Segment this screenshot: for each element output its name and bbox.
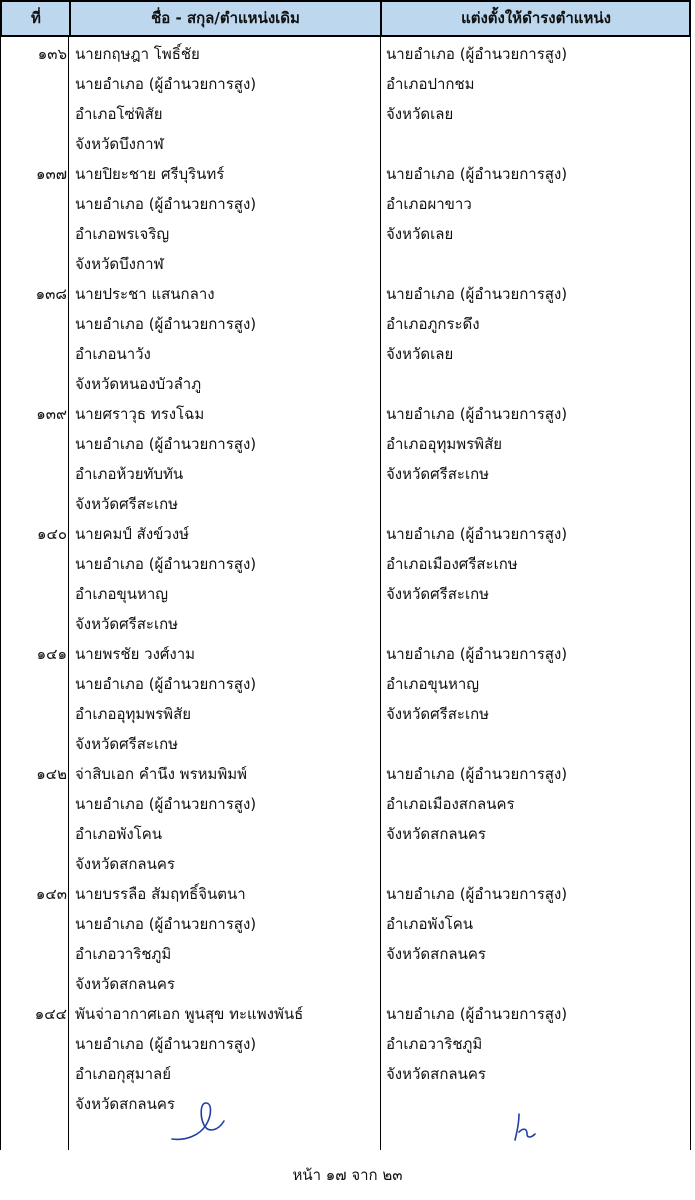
row-number: ๑๓๖ xyxy=(37,45,67,63)
previous-position-line: จังหวัดศรีสะเกษ xyxy=(75,615,179,633)
row-number: ๑๓๘ xyxy=(35,285,67,303)
previous-position-cell xyxy=(75,759,375,879)
new-position-line: อำเภอภูกระดึง xyxy=(386,315,480,333)
new-position-line xyxy=(386,489,686,519)
new-position-line: จังหวัดศรีสะเกษ xyxy=(386,465,490,483)
new-position-line: จังหวัดสกลนคร xyxy=(386,1065,486,1083)
table-body xyxy=(0,37,691,1150)
person-name: พันจ่าอากาศเอก พูนสุข ทะแพงพันธ์ xyxy=(75,1005,304,1023)
new-position-cell xyxy=(386,999,686,1119)
row-number: ๑๓๗ xyxy=(35,165,67,183)
person-name: นายประชา แสนกลาง xyxy=(75,285,215,303)
new-position-line: นายอำเภอ (ผู้อำนวยการสูง) xyxy=(386,885,568,903)
previous-position-line: จังหวัดบึงกาฬ xyxy=(75,135,164,153)
table-header xyxy=(0,0,691,37)
previous-position-line: จังหวัดหนองบัวลำภู xyxy=(75,375,202,393)
table-row xyxy=(1,519,692,639)
table-row xyxy=(1,39,692,159)
person-name: นายพรชัย วงศ์งาม xyxy=(75,645,196,663)
previous-position-line: นายอำเภอ (ผู้อำนวยการสูง) xyxy=(75,1035,257,1053)
previous-position-cell xyxy=(75,279,375,399)
header-previous-position: ชื่อ - สกุล/ตำแหน่งเดิม xyxy=(151,9,300,27)
new-position-cell xyxy=(386,639,686,759)
new-position-line xyxy=(386,849,686,879)
table-row xyxy=(1,999,692,1119)
row-number: ๑๔๑ xyxy=(36,645,67,663)
table-row xyxy=(1,759,692,879)
new-position-line xyxy=(386,729,686,759)
previous-position-line: อำเภอโซ่พิสัย xyxy=(75,105,163,123)
page-number: หน้า ๑๗ จาก ๒๓ xyxy=(292,1166,403,1184)
new-position-line: จังหวัดสกลนคร xyxy=(386,945,486,963)
new-position-line: จังหวัดศรีสะเกษ xyxy=(386,585,490,603)
person-name: นายคมป์ สังข์วงษ์ xyxy=(75,525,190,543)
previous-position-cell xyxy=(75,399,375,519)
new-position-line: นายอำเภอ (ผู้อำนวยการสูง) xyxy=(386,165,568,183)
new-position-line: จังหวัดเลย xyxy=(386,225,454,243)
previous-position-cell xyxy=(75,879,375,999)
table-row xyxy=(1,639,692,759)
previous-position-line: อำเภอขุนหาญ xyxy=(75,585,169,603)
previous-position-line: นายอำเภอ (ผู้อำนวยการสูง) xyxy=(75,75,257,93)
new-position-line: นายอำเภอ (ผู้อำนวยการสูง) xyxy=(386,765,568,783)
previous-position-line: อำเภอพังโคน xyxy=(75,825,163,843)
previous-position-line: จังหวัดศรีสะเกษ xyxy=(75,735,179,753)
row-number: ๑๓๙ xyxy=(36,405,67,423)
previous-position-line: จังหวัดสกลนคร xyxy=(75,975,175,993)
previous-position-line: นายอำเภอ (ผู้อำนวยการสูง) xyxy=(75,555,257,573)
person-name: จ่าสิบเอก คำนึง พรหมพิมพ์ xyxy=(75,765,248,783)
header-divider xyxy=(69,2,71,35)
new-position-line: นายอำเภอ (ผู้อำนวยการสูง) xyxy=(386,1005,568,1023)
header-divider xyxy=(380,2,382,35)
new-position-cell xyxy=(386,759,686,879)
row-number: ๑๔๒ xyxy=(36,765,67,783)
new-position-line: นายอำเภอ (ผู้อำนวยการสูง) xyxy=(386,45,568,63)
person-name: นายศราวุธ ทรงโฉม xyxy=(75,405,205,423)
new-position-line: จังหวัดสกลนคร xyxy=(386,825,486,843)
header-number: ที่ xyxy=(31,9,41,27)
signature-left xyxy=(160,1095,230,1145)
previous-position-cell xyxy=(75,639,375,759)
table-row xyxy=(1,879,692,999)
previous-position-line: นายอำเภอ (ผู้อำนวยการสูง) xyxy=(75,915,257,933)
previous-position-line: นายอำเภอ (ผู้อำนวยการสูง) xyxy=(75,675,257,693)
new-position-line: จังหวัดศรีสะเกษ xyxy=(386,705,490,723)
previous-position-line: นายอำเภอ (ผู้อำนวยการสูง) xyxy=(75,315,257,333)
new-position-line: อำเภอผาขาว xyxy=(386,195,472,213)
previous-position-line: อำเภอนาวัง xyxy=(75,345,151,363)
new-position-line xyxy=(386,369,686,399)
new-position-line: อำเภอเมืองสกลนคร xyxy=(386,795,515,813)
previous-position-line: อำเภอห้วยทับทัน xyxy=(75,465,184,483)
previous-position-line: นายอำเภอ (ผู้อำนวยการสูง) xyxy=(75,195,257,213)
new-position-line: อำเภอปากชม xyxy=(386,75,475,93)
previous-position-cell xyxy=(75,39,375,159)
previous-position-line: จังหวัดสกลนคร xyxy=(75,1095,175,1113)
row-number: ๑๔๐ xyxy=(36,525,67,543)
previous-position-line: จังหวัดศรีสะเกษ xyxy=(75,495,179,513)
new-position-cell xyxy=(386,879,686,999)
previous-position-line: อำเภออุทุมพรพิสัย xyxy=(75,705,192,723)
previous-position-cell xyxy=(75,159,375,279)
previous-position-line: นายอำเภอ (ผู้อำนวยการสูง) xyxy=(75,435,257,453)
new-position-line xyxy=(386,969,686,999)
new-position-line: นายอำเภอ (ผู้อำนวยการสูง) xyxy=(386,285,568,303)
new-position-line: อำเภออุทุมพรพิสัย xyxy=(386,435,503,453)
new-position-line: อำเภอวาริชภูมิ xyxy=(386,1035,483,1053)
new-position-line xyxy=(386,249,686,279)
person-name: นายบรรลือ สัมฤทธิ์จินตนา xyxy=(75,885,246,903)
previous-position-line: อำเภอกุสุมาลย์ xyxy=(75,1065,171,1083)
new-position-cell xyxy=(386,519,686,639)
table-row xyxy=(1,399,692,519)
new-position-cell xyxy=(386,399,686,519)
person-name: นายกฤษฎา โพธิ์ชัย xyxy=(75,45,200,63)
header-new-position: แต่งตั้งให้ดำรงตำแหน่ง xyxy=(461,9,611,27)
new-position-line: อำเภอพังโคน xyxy=(386,915,474,933)
table-row xyxy=(1,159,692,279)
previous-position-line: จังหวัดบึงกาฬ xyxy=(75,255,164,273)
table-row xyxy=(1,279,692,399)
new-position-line xyxy=(386,609,686,639)
new-position-line: อำเภอขุนหาญ xyxy=(386,675,480,693)
new-position-cell xyxy=(386,159,686,279)
new-position-line: นายอำเภอ (ผู้อำนวยการสูง) xyxy=(386,645,568,663)
new-position-line: อำเภอเมืองศรีสะเกษ xyxy=(386,555,518,573)
person-name: นายปิยะชาย ศรีบุรินทร์ xyxy=(75,165,225,183)
signature-right xyxy=(505,1110,545,1146)
previous-position-line: อำเภอวาริชภูมิ xyxy=(75,945,172,963)
new-position-line: จังหวัดเลย xyxy=(386,105,454,123)
previous-position-line: นายอำเภอ (ผู้อำนวยการสูง) xyxy=(75,795,257,813)
new-position-line: นายอำเภอ (ผู้อำนวยการสูง) xyxy=(386,525,568,543)
row-number: ๑๔๔ xyxy=(34,1005,67,1023)
new-position-cell xyxy=(386,279,686,399)
new-position-line xyxy=(386,129,686,159)
previous-position-cell xyxy=(75,519,375,639)
row-number: ๑๔๓ xyxy=(35,885,67,903)
previous-position-line: จังหวัดสกลนคร xyxy=(75,855,175,873)
new-position-line: จังหวัดเลย xyxy=(386,345,454,363)
previous-position-line: อำเภอพรเจริญ xyxy=(75,225,170,243)
new-position-line: นายอำเภอ (ผู้อำนวยการสูง) xyxy=(386,405,568,423)
new-position-cell xyxy=(386,39,686,159)
